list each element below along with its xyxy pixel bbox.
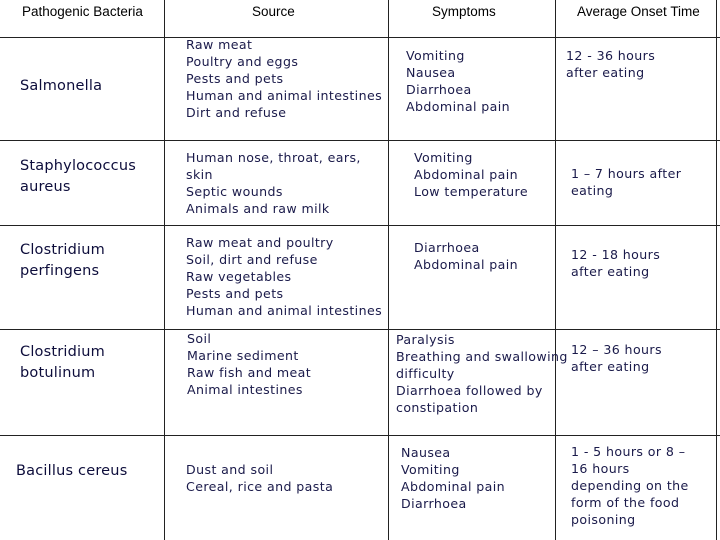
column-divider-4 xyxy=(716,0,717,540)
onset-text: 12 - 36 hours after eating xyxy=(566,48,656,80)
bacteria-name: Clostridium perfingens xyxy=(20,242,106,279)
onset-text: 12 - 18 hours after eating xyxy=(571,247,661,279)
header-average-onset-time: Average Onset Time xyxy=(577,4,700,19)
onset-text: 1 – 7 hours after eating xyxy=(571,166,682,198)
symptoms-list: Vomiting Abdominal pain Low temperature xyxy=(414,150,528,199)
onset-text: 1 - 5 hours or 8 – 16 hours depending on the form of the food poisoning xyxy=(571,444,689,527)
header-source: Source xyxy=(252,4,295,19)
symptoms-list: Paralysis Breathing and swallowing difficulty Diarrhoea followed by constipation xyxy=(396,332,568,415)
column-divider-3 xyxy=(555,0,556,540)
onset-text: 12 – 36 hours after eating xyxy=(571,342,662,374)
symptoms-list: Nausea Vomiting Abdominal pain Diarrhoea xyxy=(401,445,506,511)
symptoms-list: Diarrhoea Abdominal pain xyxy=(414,240,519,272)
source-list: Dust and soil Cereal, rice and pasta xyxy=(186,462,334,494)
source-list: Human nose, throat, ears, skin Septic wounds Animals and raw milk xyxy=(186,150,361,216)
bacteria-name: Bacillus cereus xyxy=(16,463,128,479)
bacteria-name: Clostridium botulinum xyxy=(20,344,106,381)
bacteria-name: Staphylococcus aureus xyxy=(20,158,136,195)
symptoms-list: Vomiting Nausea Diarrhoea Abdominal pain xyxy=(406,48,511,114)
row-divider-1 xyxy=(0,140,720,141)
column-divider-2 xyxy=(388,0,389,540)
source-list: Raw meat Poultry and eggs Pests and pets Human and animal intestines Dirt and refuse xyxy=(186,37,383,120)
column-divider-1 xyxy=(164,0,165,540)
row-divider-3 xyxy=(0,329,720,330)
header-pathogenic-bacteria: Pathogenic Bacteria xyxy=(22,4,143,19)
source-list: Raw meat and poultry Soil, dirt and refuse Raw vegetables Pests and pets Human and animal intestines xyxy=(186,235,383,318)
header-symptoms: Symptoms xyxy=(432,4,496,19)
bacteria-name: Salmonella xyxy=(20,78,103,94)
row-divider-4 xyxy=(0,435,720,436)
row-divider-2 xyxy=(0,225,720,226)
source-list: Soil Marine sediment Raw fish and meat Animal intestines xyxy=(187,331,312,397)
